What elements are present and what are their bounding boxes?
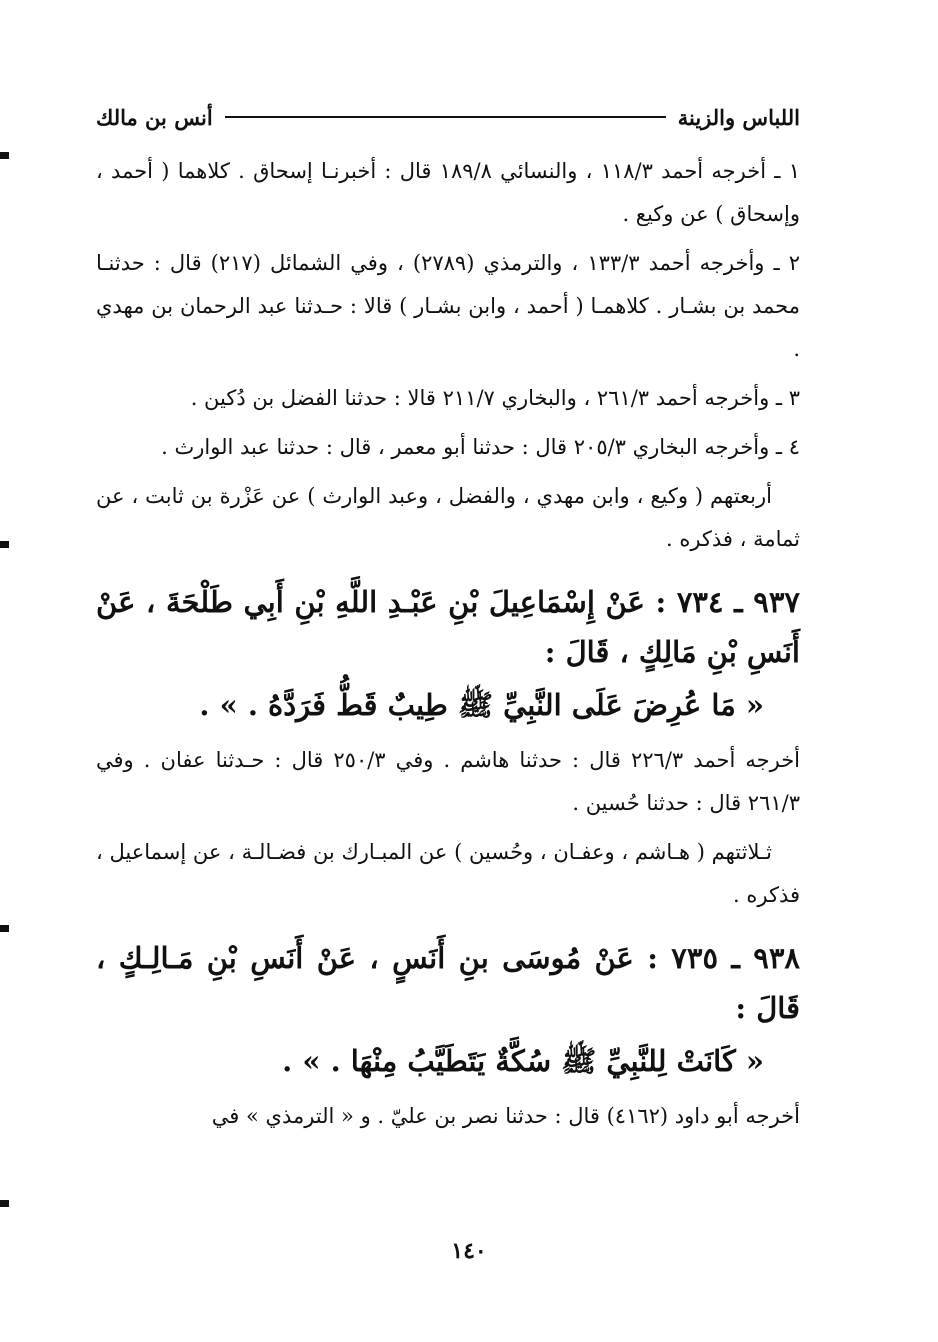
hadith-938-text: « كَانَتْ لِلنَّبِيِّ ﷺ سُكَّةٌ يَتَطَيَّبُ مِنْهَا . » . xyxy=(282,1044,764,1078)
header-chapter-title: اللباس والزينة xyxy=(677,104,800,130)
footnote-4: ٤ ـ وأخرجه البخاري ٢٠٥/٣ قال : حدثنا أبو معمر ، قال : حدثنا عبد الوارث . xyxy=(161,435,800,459)
footnotes-block-937 xyxy=(96,739,800,917)
page-body xyxy=(96,150,800,1144)
footnote-938-1: أخرجه أبو داود (٤١٦٢) قال : حدثنا نصر بن عليّ . و « الترمذي » في xyxy=(211,1104,800,1128)
footnote-2: ٢ ـ وأخرجه أحمد ١٣٣/٣ ، والترمذي (٢٧٨٩) ، وفي الشمائل (٢١٧) قال : حدثنـا محمد بن بشـار . كلاهمـا ( أحمد ، وابن بشـار ) قالا : حـدثنا عبد الرحمان بن مهدي . xyxy=(96,251,800,361)
hadith-937-text: « مَا عُرِضَ عَلَى النَّبِيِّ ﷺ طِيبٌ قَطُّ فَرَدَّهُ . » . xyxy=(199,688,764,722)
scan-edge-mark xyxy=(0,541,9,548)
hadith-938-chain: ٩٣٨ ـ ٧٣٥ : عَنْ مُوسَى بنِ أَنَسٍ ، عَنْ أَنَسِ بْنِ مَـالِـكٍ ، قَالَ : xyxy=(96,941,800,1025)
hadith-938 xyxy=(96,933,800,1089)
footnote-3: ٣ ـ وأخرجه أحمد ٢٦١/٣ ، والبخاري ٢١١/٧ قالا : حدثنا الفضل بن دُكين . xyxy=(190,386,800,410)
footnotes-block-938 xyxy=(96,1095,800,1138)
hadith-937 xyxy=(96,577,800,733)
header-narrator-title: أنس بن مالك xyxy=(96,104,213,130)
footnotes-block-top xyxy=(96,150,800,561)
footnote-937-2: ثـلاثتهم ( هـاشم ، وعفـان ، وحُسين ) عن المبـارك بن فضـالـة ، عن إسماعيل ، فذكره . xyxy=(96,840,800,907)
page-number: ١٤٠ xyxy=(451,1238,487,1264)
footnote-937-1: أخرجه أحمد ٢٢٦/٣ قال : حدثنا هاشم . وفي ٢٥٠/٣ قال : حـدثنا عفان . وفي ٢٦١/٣ قال : حدثنا حُسين . xyxy=(96,748,801,815)
scan-edge-mark xyxy=(0,152,9,159)
hadith-937-chain: ٩٣٧ ـ ٧٣٤ : عَنْ إِسْمَاعِيلَ بْنِ عَبْـدِ اللَّهِ بْنِ أَبِي طَلْحَةَ ، عَنْ أَنَسِ بْنِ مَالِكٍ ، قَالَ : xyxy=(96,585,800,669)
header-rule xyxy=(225,116,666,118)
scan-edge-mark xyxy=(0,925,9,932)
footnote-1: ١ ـ أخرجه أحمد ١١٨/٣ ، والنسائي ١٨٩/٨ قال : أخبرنـا إسحاق . كلاهما ( أحمد ، وإسحاق ) عن وكيع . xyxy=(96,159,800,226)
footnote-summary: أربعتهم ( وكيع ، وابن مهدي ، والفضل ، وعبد الوارث ) عن عَزْرة بن ثابت ، عن ثمامة ، فذكره . xyxy=(96,484,800,551)
scan-edge-mark xyxy=(0,1200,9,1207)
running-header xyxy=(96,100,800,134)
